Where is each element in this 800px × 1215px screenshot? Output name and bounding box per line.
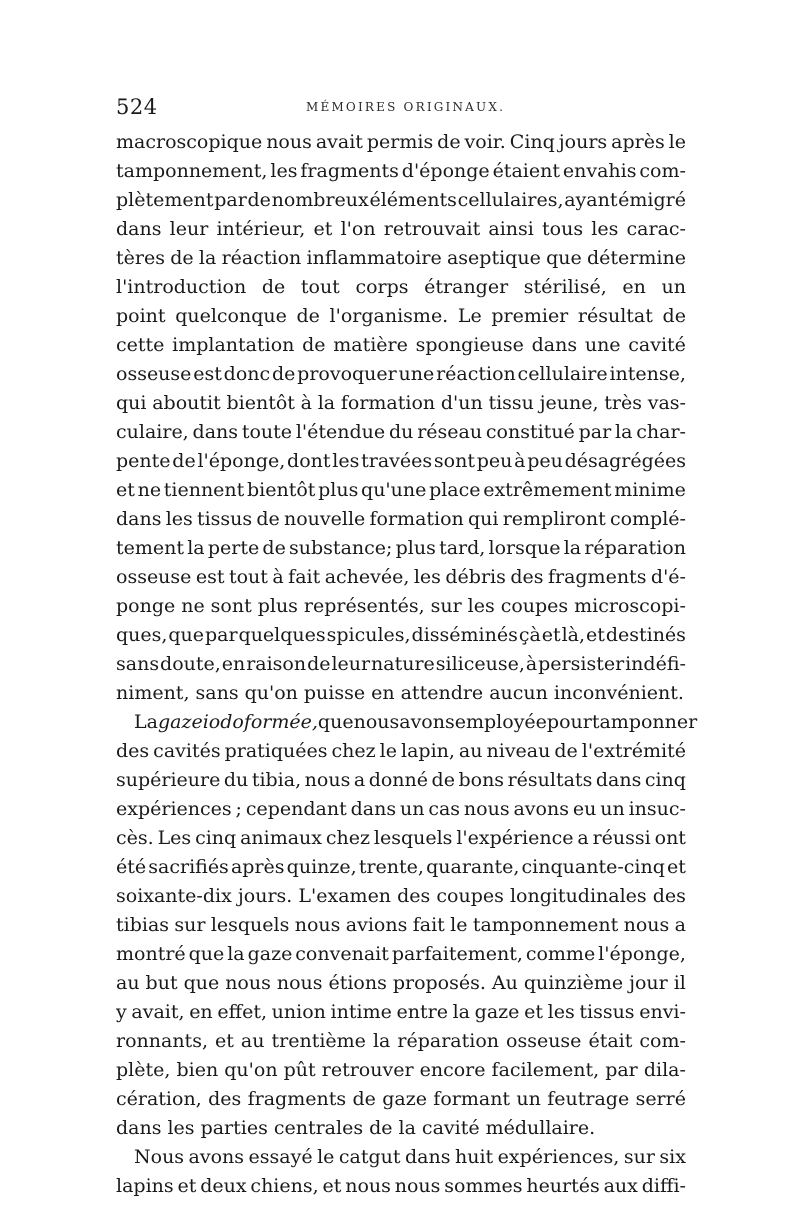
text-line: dans les tissus de nouvelle formation qui rempliront complé- xyxy=(116,508,686,530)
text-line: montré que la gaze convenait parfaitement, comme l'éponge, xyxy=(116,943,686,965)
text-line: des cavités pratiquées chez le lapin, au niveau de l'extrémité xyxy=(116,740,686,762)
text-line: tères de la réaction inflammatoire aseptique que détermine xyxy=(116,247,686,269)
text-line: dans leur intérieur, et l'on retrouvait ainsi tous les carac- xyxy=(116,218,686,240)
text-line: pente de l'éponge, dont les travées sont peu à peu désagrégées xyxy=(116,450,686,472)
body-text xyxy=(116,128,698,1201)
text-line: soixante-dix jours. L'examen des coupes longitudinales des xyxy=(116,885,686,907)
text-line: au but que nous nous étions proposés. Au quinzième jour il xyxy=(116,972,686,994)
text-line: osseuse est tout à fait achevée, les débris des fragments d'é- xyxy=(116,566,686,588)
text-line: tamponnement, les fragments d'éponge étaient envahis com- xyxy=(116,160,686,182)
text-line: ponge ne sont plus représentés, sur les coupes microscopi- xyxy=(116,595,686,617)
text-line: ronnants, et au trentième la réparation osseuse était com- xyxy=(116,1030,686,1052)
text-line: La gaze iodoformée, que nous avons employée pour tamponner xyxy=(134,711,698,733)
text-line: sans doute, en raison de leur nature siliceuse, à persister indéfi- xyxy=(116,653,686,675)
text-line: osseuse est donc de provoquer une réaction cellulaire intense, xyxy=(116,363,686,385)
text-line: expériences ; cependant dans un cas nous avons eu un insuc- xyxy=(116,798,686,820)
text-line: et ne tiennent bientôt plus qu'une place extrêmement minime xyxy=(116,479,686,501)
text-line: macroscopique nous avait permis de voir. Cinq jours après le xyxy=(116,131,686,153)
text-line: tibias sur lesquels nous avions fait le tamponnement nous a xyxy=(116,914,686,936)
text-line: ques, que par quelques spicules, disséminés çà et là, et destinés xyxy=(116,624,686,646)
text-line: dans les parties centrales de la cavité médullaire. xyxy=(116,1117,596,1139)
text-line: Nous avons essayé le catgut dans huit expériences, sur six xyxy=(134,1146,686,1168)
text-line: y avait, en effet, union intime entre la gaze et les tissus envi- xyxy=(116,1001,686,1023)
text-line: cette implantation de matière spongieuse dans une cavité xyxy=(116,334,686,356)
text-line: été sacrifiés après quinze, trente, quarante, cinquante-cinq et xyxy=(116,856,686,878)
text-line: plètement par de nombreux éléments cellulaires, ayant émigré xyxy=(116,189,686,211)
text-line: cération, des fragments de gaze formant un feutrage serré xyxy=(116,1088,686,1110)
text-line: culaire, dans toute l'étendue du réseau constitué par la char- xyxy=(116,421,686,443)
text-line: l'introduction de tout corps étranger stérilisé, en un xyxy=(116,276,686,298)
text-line: supérieure du tibia, nous a donné de bons résultats dans cinq xyxy=(116,769,686,791)
text-line: lapins et deux chiens, et nous nous sommes heurtés aux diffi- xyxy=(116,1175,686,1197)
text-line: plète, bien qu'on pût retrouver encore facilement, par dila- xyxy=(116,1059,686,1081)
text-line: point quelconque de l'organisme. Le premier résultat de xyxy=(116,305,686,327)
page-number: 524 xyxy=(116,95,158,119)
text-line: cès. Les cinq animaux chez lesquels l'expérience a réussi ont xyxy=(116,827,686,849)
text-line: tement la perte de substance; plus tard, lorsque la réparation xyxy=(116,537,686,559)
text-line: qui aboutit bientôt à la formation d'un tissu jeune, très vas- xyxy=(116,392,686,414)
text-line: niment, sans qu'on puisse en attendre aucun inconvénient. xyxy=(116,682,684,704)
running-header xyxy=(116,92,686,122)
running-title: MÉMOIRES ORIGINAUX. xyxy=(306,100,506,114)
